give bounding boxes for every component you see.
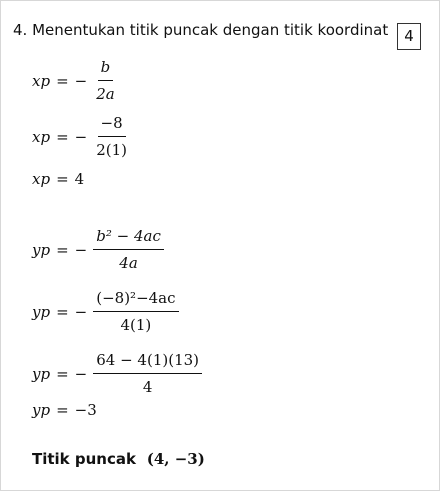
page-number-box: 4	[397, 23, 421, 50]
fraction-denominator: 2a	[96, 85, 115, 103]
minus-sign: −	[74, 127, 88, 146]
fraction	[93, 113, 130, 160]
vertex-label: Titik puncak	[32, 450, 136, 468]
fraction	[93, 226, 164, 273]
equals-sign: =	[56, 71, 69, 90]
fraction-denominator: 2(1)	[96, 141, 128, 159]
equation-rhs: 4	[74, 170, 85, 188]
equation-xp-substitution	[32, 113, 130, 160]
equation-lhs: xp	[32, 127, 51, 146]
fraction	[93, 350, 202, 397]
minus-sign: −	[74, 240, 88, 259]
minus-sign: −	[74, 302, 88, 321]
equation-yp-formula	[32, 226, 164, 273]
equation-yp-substitution	[32, 288, 179, 335]
fraction-denominator: 4a	[119, 254, 138, 272]
equation-lhs: xp	[32, 71, 51, 90]
equals-sign: =	[56, 364, 69, 383]
equation-lhs: xp	[32, 170, 51, 188]
equals-sign: =	[56, 127, 69, 146]
equation-lhs: yp	[32, 401, 51, 419]
minus-sign: −	[74, 71, 88, 90]
minus-sign: −	[74, 364, 88, 383]
fraction-numerator: b² − 4ac	[93, 226, 164, 250]
equation-xp-result	[32, 170, 84, 188]
equation-yp-evaluation	[32, 350, 202, 397]
fraction	[93, 288, 178, 335]
fraction-numerator: b	[98, 57, 114, 81]
equals-sign: =	[56, 401, 69, 419]
fraction-numerator: −8	[98, 113, 126, 137]
equation-lhs: yp	[32, 364, 51, 383]
equals-sign: =	[56, 302, 69, 321]
equals-sign: =	[56, 240, 69, 259]
equation-lhs: yp	[32, 302, 51, 321]
vertex-coordinates: (4, −3)	[146, 450, 205, 468]
fraction-numerator: 64 − 4(1)(13)	[93, 350, 202, 374]
fraction-numerator: (−8)²−4ac	[93, 288, 178, 312]
fraction-denominator: 4(1)	[120, 316, 152, 334]
equation-xp-formula	[32, 57, 118, 104]
vertex-result	[32, 450, 205, 468]
equation-rhs: −3	[74, 401, 97, 419]
equals-sign: =	[56, 170, 69, 188]
section-heading: 4. Menentukan titik puncak dengan titik koordinat	[13, 21, 389, 39]
fraction-denominator: 4	[142, 378, 153, 396]
fraction	[93, 57, 118, 104]
equation-lhs: yp	[32, 240, 51, 259]
equation-yp-result	[32, 401, 97, 419]
